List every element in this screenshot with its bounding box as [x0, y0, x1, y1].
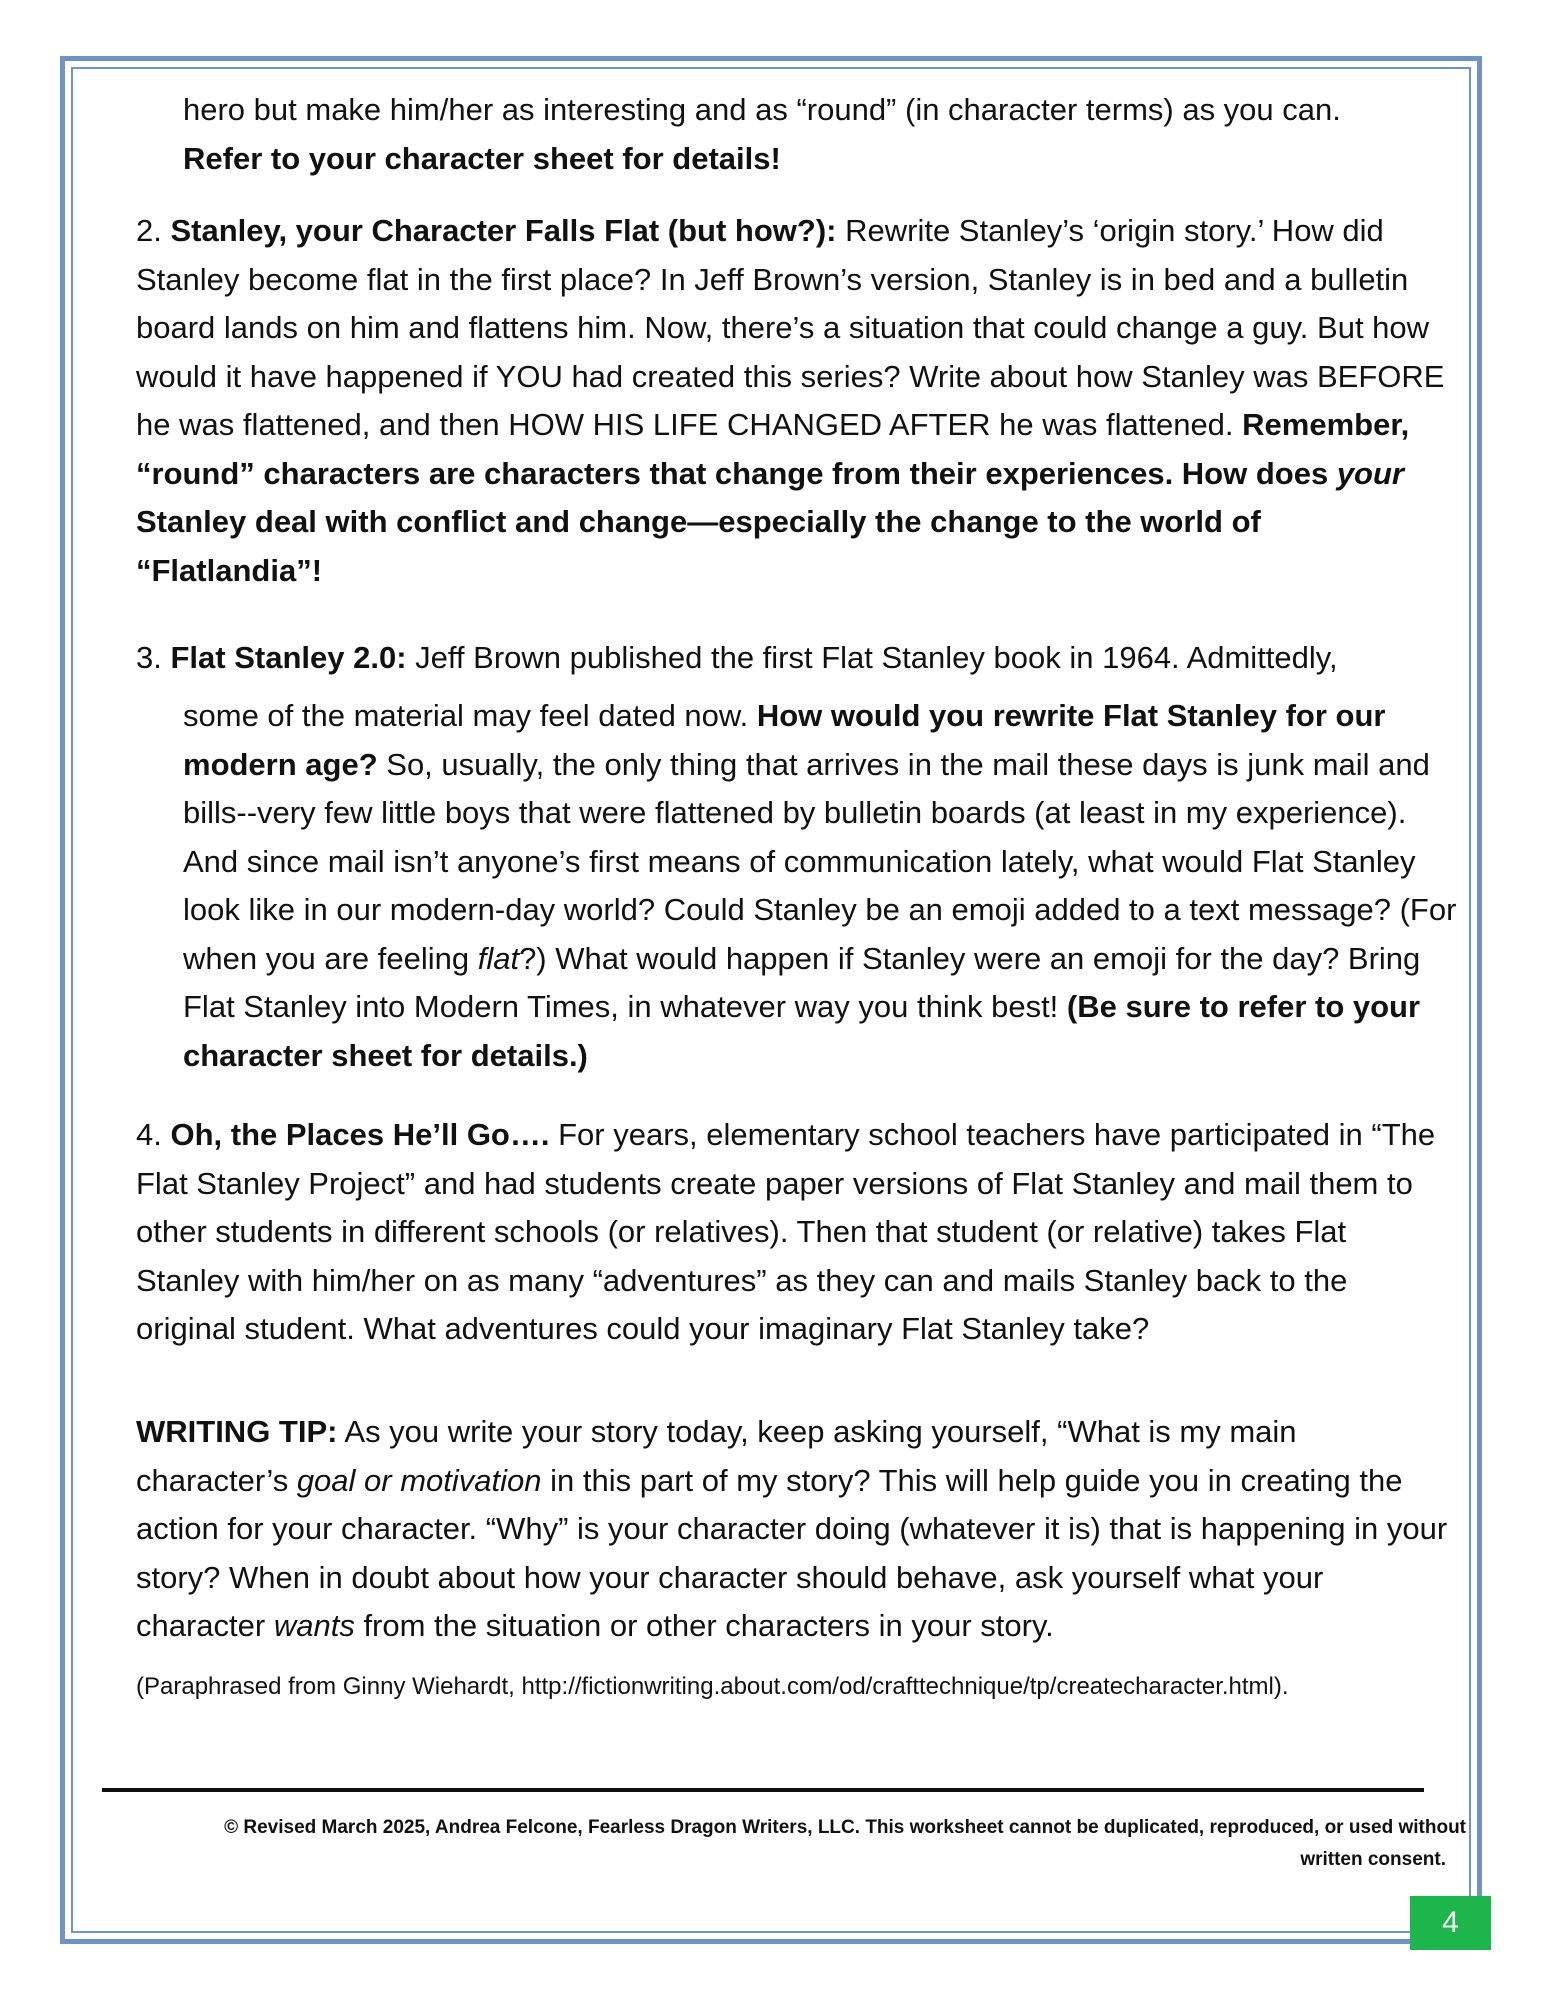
item2-paragraph: 2. Stanley, your Character Falls Flat (but how?): Rewrite Stanley’s ‘origin story.’ How did Stanley become flat in the first place? In Jeff Brown’s version, Stanley is in bed and a bulletin board lands on him and flattens him. Now, there’s a situation that could change a guy. But how would it have happened if YOU had created this series? Write about how Stanley was BEFORE he was flattened, and then HOW HIS LIFE CHANGED AFTER he was flattened. Remember, “round” characters are characters that change from their experiences. How does your Stanley deal with conflict and change—especially the change to the world of “Flatlandia”! — [136, 213, 1445, 588]
item3-first-line: 3. Flat Stanley 2.0: Jeff Brown published the first Flat Stanley book in 1964. Admittedly, — [136, 640, 1338, 675]
copyright-footer: © Revised March 2025, Andrea Felcone, Fearless Dragon Writers, LLC. This worksheet cannot be duplicated, reproduced, or used without written consent. — [224, 1817, 1466, 1870]
writing-tip-label: WRITING TIP: — [136, 1414, 338, 1449]
writing-tip: WRITING TIP: As you write your story today, keep asking yourself, “What is my main character’s goal or motivation in this part of my story? This will help guide you in creating the action for your character. “Why” is your character doing (whatever it is) that is happening in your story? When in doubt about how your character should behave, ask yourself what your character wants from the situation or other characters in your story. — [136, 1414, 1448, 1643]
item4-number: 4. — [136, 1117, 162, 1152]
item2-title: Stanley, your Character Falls Flat (but how?): — [170, 213, 837, 248]
item4-paragraph: 4. Oh, the Places He’ll Go…. For years, elementary school teachers have participated in “The Flat Stanley Project” and had students create paper versions of Flat Stanley and mail them to other students in different schools (or relatives). Then that student (or relative) takes Flat Stanley with him/her on as many “adventures” as they can and mails Stanley back to the original student. What adventures could your imaginary Flat Stanley take? — [136, 1117, 1436, 1346]
item3-paragraph: some of the material may feel dated now. How would you rewrite Flat Stanley for our modern age? So, usually, the only thing that arrives in the mail these days is junk mail and bills--very few little boys that were flattened by bulletin boards (at least in my experience). And since mail isn’t anyone’s first means of communication lately, what would Flat Stanley look like in our modern-day world? Could Stanley be an emoji added to a text message? (For when you are feeling flat?) What would happen if Stanley were an emoji for the day? Bring Flat Stanley into Modern Times, in whatever way you think best! (Be sure to refer to your character sheet for details.) — [183, 698, 1457, 1073]
footer-divider — [102, 1788, 1424, 1792]
item4-title: Oh, the Places He’ll Go…. — [170, 1117, 550, 1152]
citation: (Paraphrased from Ginny Wiehardt, http://fictionwriting.about.com/od/crafttechnique/tp/createcharacter.html). — [136, 1673, 1289, 1700]
item3-title: Flat Stanley 2.0: — [170, 640, 407, 675]
page-number-badge: 4 — [1410, 1896, 1491, 1950]
item1-continuation: hero but make him/her as interesting and as “round” (in character terms) as you can. Refer to your character sheet for details! — [183, 92, 1341, 176]
item2-number: 2. — [136, 213, 162, 248]
item3-number: 3. — [136, 640, 162, 675]
